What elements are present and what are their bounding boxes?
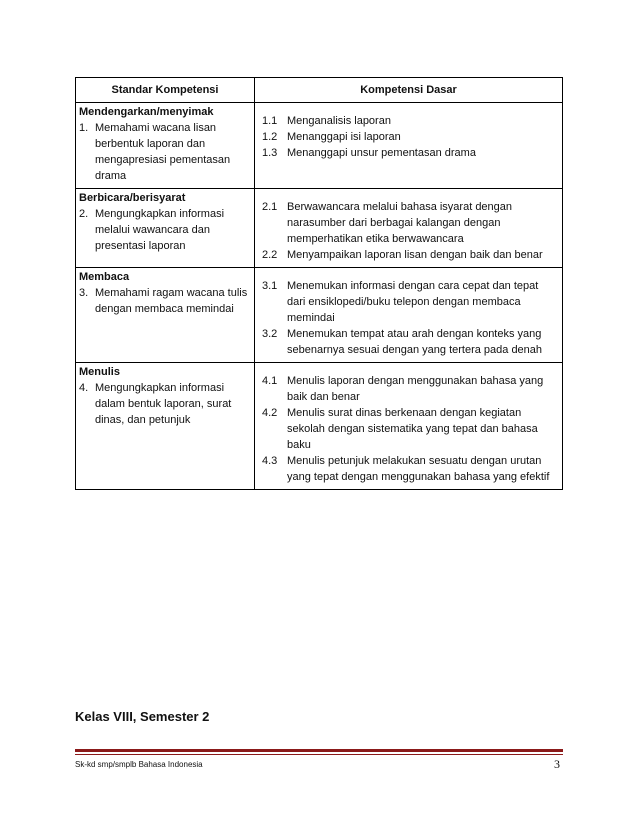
kd-item: 1.3 Menanggapi unsur pementasan drama: [262, 147, 476, 159]
sk-item: 4. Mengungkapkan informasi dalam bentuk laporan, surat dinas, dan petunjuk: [79, 382, 232, 426]
sk-cell: [76, 189, 255, 268]
section-title: Kelas VIII, Semester 2: [75, 709, 210, 724]
table-row: [76, 103, 563, 189]
sk-item: 2. Mengungkapkan informasi melalui wawancara dan presentasi laporan: [79, 208, 225, 252]
kd-item: 4.3 Menulis petunjuk melakukan sesuatu dengan urutan yang tepat dengan menggunakan bahasa yang efektif: [262, 455, 550, 483]
category-label: Berbicara/berisyarat: [79, 192, 186, 204]
competency-table: [75, 77, 563, 490]
footer-rule-thin: [75, 754, 563, 755]
category-label: Mendengarkan/menyimak: [79, 106, 214, 118]
footer-rule-thick: [75, 749, 563, 752]
table-row: [76, 363, 563, 490]
kd-cell: [255, 363, 563, 490]
sk-item: 1. Memahami wacana lisan berbentuk laporan dan mengapresiasi pementasan drama: [79, 122, 231, 182]
table-row: [76, 189, 563, 268]
sk-item: 3. Memahami ragam wacana tulis dengan membaca memindai: [79, 287, 248, 315]
kd-cell: [255, 268, 563, 363]
kd-item: 3.1 Menemukan informasi dengan cara cepat dan tepat dari ensiklopedi/buku telepon dengan membaca memindai: [262, 280, 539, 324]
kd-cell: [255, 103, 563, 189]
kd-item: 2.1 Berwawancara melalui bahasa isyarat dengan narasumber dari berbagai kalangan dengan memperhatikan etika berwawancara: [262, 201, 513, 245]
header-standar-kompetensi: Standar Kompetensi: [76, 78, 255, 103]
page-number: 3: [554, 757, 560, 771]
kd-item: 1.2 Menanggapi isi laporan: [262, 131, 401, 143]
header-kompetensi-dasar: Kompetensi Dasar: [255, 78, 563, 103]
table-header-row: [76, 78, 563, 103]
kd-item: 1.1 Menganalisis laporan: [262, 115, 391, 127]
footer-document-label: Sk-kd smp/smplb Bahasa Indonesia: [75, 760, 203, 769]
kd-item: 3.2 Menemukan tempat atau arah dengan konteks yang sebenarnya sesuai dengan yang tertera pada denah: [262, 328, 543, 356]
category-label: Membaca: [79, 271, 130, 283]
sk-cell: [76, 363, 255, 490]
category-label: Menulis: [79, 366, 120, 378]
sk-cell: [76, 268, 255, 363]
kd-item: 2.2 Menyampaikan laporan lisan dengan baik dan benar: [262, 249, 543, 261]
sk-cell: [76, 103, 255, 189]
kd-cell: [255, 189, 563, 268]
kd-item: 4.1 Menulis laporan dengan menggunakan bahasa yang baik dan benar: [262, 375, 544, 403]
kd-item: 4.2 Menulis surat dinas berkenaan dengan kegiatan sekolah dengan sistematika yang tepat dan bahasa baku: [262, 407, 538, 451]
table-row: [76, 268, 563, 363]
